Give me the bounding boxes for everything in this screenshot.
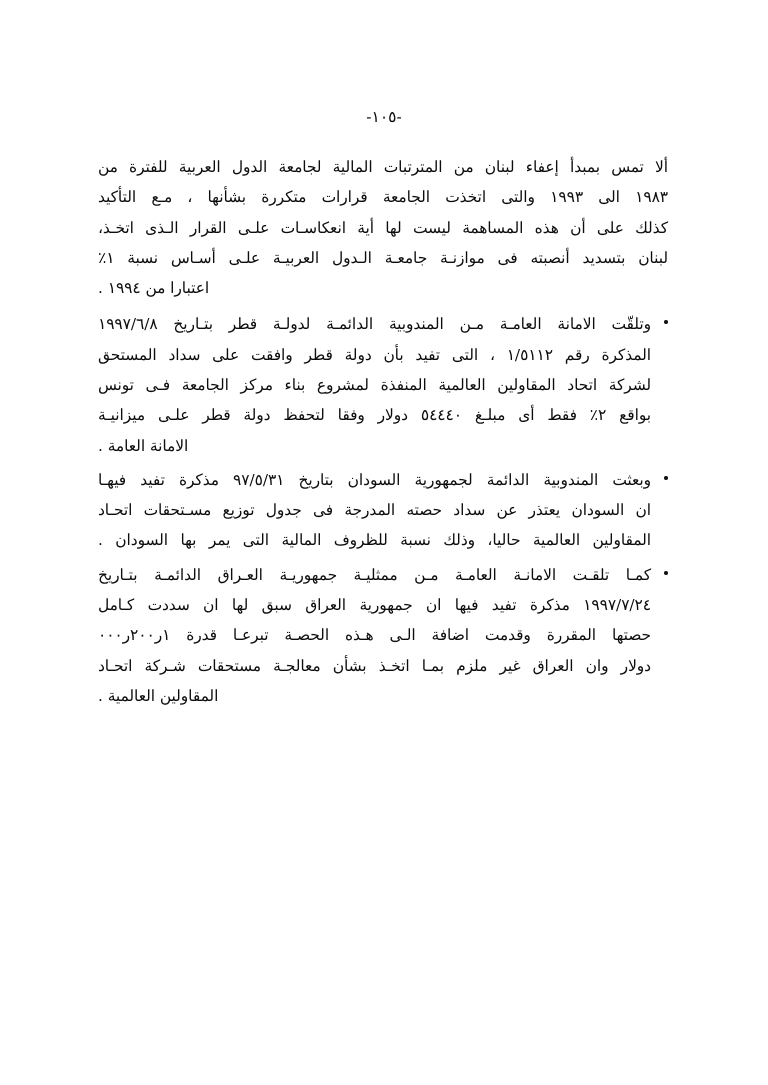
text-line: كذلك على أن هذه المساهمة ليست لها أية انعكاسـات علـى القرار الـذى اتخـذ، (98, 218, 668, 237)
bullet-icon (664, 320, 668, 324)
list-item (98, 309, 668, 460)
text-line: كمـا تلقـت الامانـة العامـة مـن ممثليـة جمهوريـة العـراق الدائمـة بتـاريخ (98, 565, 651, 584)
text-line: ألا تمس بمبدأ إعفاء لبنان من المترتبات المالية لجامعة الدول العربية للفترة من (98, 158, 668, 176)
text-line: ١٩٨٣ الى ١٩٩٣ والتى اتخذت الجامعة قرارات متكررة بشأنها ، مـع التأكيد (98, 188, 669, 207)
text-line: دولار وان العراق غير ملزم بمـا اتخـذ بشأن معالجـة مستحقات شـركة اتحـاد (98, 656, 651, 675)
text-line: حصتها المقررة وقدمت اضافة الـى هـذه الحصـة تبرعـا قدرة ١ر٢٠٠ر٠٠٠ (98, 626, 651, 645)
list-item (98, 560, 668, 711)
text-line: المقاولين العالمية . (98, 686, 219, 705)
text-line: ان السودان يعتذر عن سداد حصته المدرجة فى جدول توزيع مسـتحقات اتحـاد (98, 501, 651, 520)
list-item (98, 465, 668, 556)
text-line: لشركة اتحاد المقاولين العالمية المنفذة لمشروع بناء مركز الجامعة فـى تونس (98, 375, 651, 394)
page-number: -١٠٥- (366, 108, 402, 126)
text-line: المذكرة رقم ١/٥١١٢ ، التى تفيد بأن دولة قطر وافقت على سداد المستحق (98, 345, 651, 364)
bullet-icon (664, 571, 668, 575)
text-line: وبعثت المندوبية الدائمة لجمهورية السودان بتاريخ ٩٧/٥/٣١ مذكرة تفيد فيهـا (98, 470, 651, 489)
text-line: الامانة العامة . (98, 436, 189, 455)
text-line: المقاولين العالمية حاليا، وذلك نسبة للظروف المالية التى يمر بها السودان . (98, 531, 651, 550)
text-line: وتلقّت الامانة العامـة مـن المندوبية الدائمـة لدولـة قطر بتـاريخ ١٩٩٧/٦/٨ (98, 315, 651, 334)
bullet-icon (664, 476, 668, 480)
text-line: لبنان بتسديد أنصبته فى موازنـة جامعـة الـدول العربيـة علـى أسـاس نسبة ١٪ (98, 248, 668, 267)
document-body (98, 152, 668, 715)
text-line: ١٩٩٧/٧/٢٤ مذكرة تفيد فيها ان جمهورية العراق سبق لها ان سددت كـامل (98, 595, 651, 614)
paragraph (98, 152, 668, 303)
text-line: اعتبارا من ١٩٩٤ . (98, 279, 210, 298)
text-line: بواقع ٢٪ فقط أى مبلـغ ٥٤٤٤٠ دولار وفقا لتحفظ دولة قطر علـى ميزانيـة (98, 406, 651, 425)
